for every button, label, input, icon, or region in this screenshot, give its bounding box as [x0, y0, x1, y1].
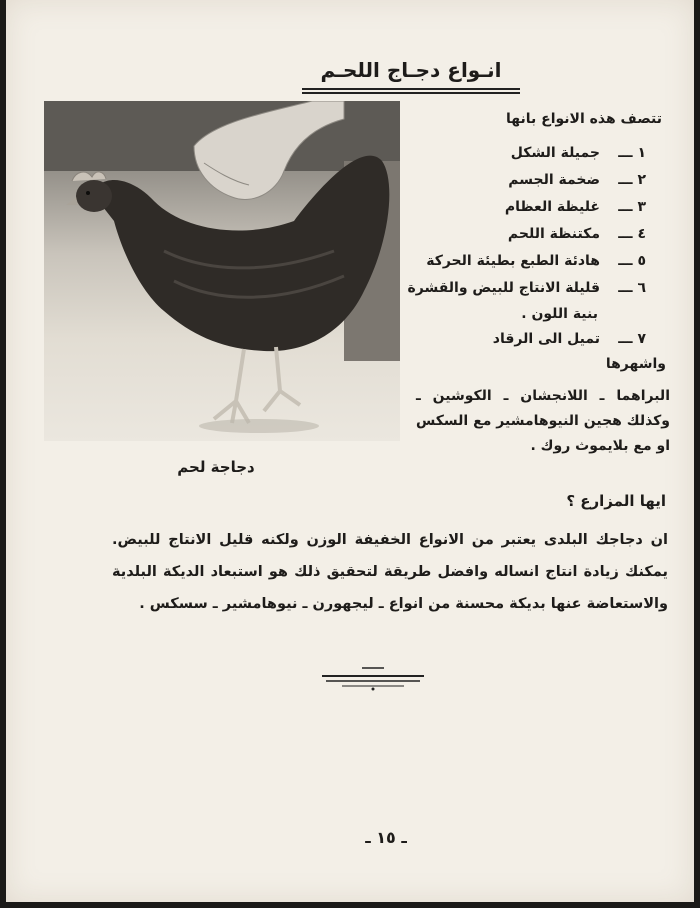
hen-beak: [66, 197, 78, 205]
features-intro: تتصف هذه الانواع بانها: [505, 111, 662, 127]
hen-photo: [44, 101, 400, 441]
feature-item: ٦ ـــقليلة الانتاج للبيض والقشرة بنية اللون .: [406, 275, 646, 326]
title-underline: [302, 92, 520, 94]
book-page: [6, 0, 694, 902]
famous-breeds-label: واشهرها: [605, 356, 666, 372]
feature-item: ٢ ـــضخمة الجسم: [508, 172, 646, 188]
feature-item: ٣ ـــغليظة العظام: [504, 199, 646, 215]
page-number: ـ ١٥ ـ: [365, 828, 407, 847]
feature-item-continuation: بنية اللون .: [521, 306, 598, 322]
hen-leg-right: [264, 347, 300, 411]
farmer-paragraph: ان دجاجك البلدى يعتبر من الانواع الخفيفة الوزن ولكنه قليل الانتاج للبيض. يمكنك زيادة انتاج انساله وافضل طريقة لتحقيق ذلك هو استبعاد الديكة البلدية والاستعاضة عنها بديكة محسنة من انواع ـ ليجهورن ـ نيوهامشير ـ سسكس .: [112, 532, 668, 612]
feature-item: ٧ ـــتميل الى الرقاد: [492, 331, 646, 347]
hen-leg-left: [214, 349, 249, 423]
hen-head: [76, 180, 112, 212]
photo-caption: دجاجة لحم: [177, 458, 255, 476]
divider-ornament: [322, 664, 424, 692]
farmer-heading: ايها المزارع ؟: [566, 492, 666, 510]
features-list: [406, 140, 646, 353]
feature-item: ٤ ـــمكتنظة اللحم: [507, 226, 646, 242]
feature-item: ٥ ـــهادئة الطبع بطيئة الحركة: [426, 253, 646, 269]
feature-item: ١ ـــجميلة الشكل: [510, 145, 646, 161]
breeds-text: البراهما ـ اللانجشان ـ الكوشين ـ وكذلك هجين النيوهامشير مع السكس او مع بلايموث روك .: [416, 388, 670, 454]
page-title: انـواع دجـاج اللحـم: [320, 58, 502, 82]
hen-comb: [72, 172, 106, 181]
title-underline: [302, 88, 520, 90]
hen-illustration: [44, 101, 400, 441]
